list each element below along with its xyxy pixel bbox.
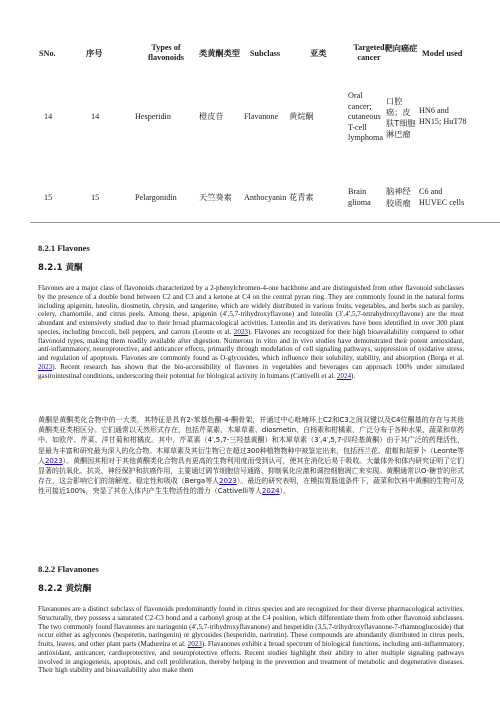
citation-link[interactable]: 2023 bbox=[219, 477, 237, 486]
citation-link[interactable]: 2023 bbox=[38, 362, 53, 371]
header-target-zh: 靶向癌症 bbox=[384, 43, 418, 53]
row-15-cancer-zh: 脑神经 胶质瘤 bbox=[386, 186, 411, 208]
row-15-type: Pelargonidin bbox=[135, 193, 177, 202]
row-14-cancer: Oral cancer; cutaneous T-cell lymphoma bbox=[348, 91, 384, 142]
row-15-sno: 15 bbox=[44, 193, 53, 202]
section-title-flavanones-zh: 8.2.2 黄烷酮 bbox=[38, 584, 92, 594]
citation-link[interactable]: 2024 bbox=[336, 371, 352, 380]
section-title-flavones-zh: 8.2.1 黄酮 bbox=[38, 263, 83, 273]
row-15-subclass: Anthocyanin bbox=[244, 193, 287, 202]
citation-link[interactable]: 2023 bbox=[187, 640, 202, 648]
row-14-type-zh: 橙皮苷 bbox=[199, 111, 224, 121]
row-14-subclass: Flavanone bbox=[244, 112, 279, 121]
citation-link[interactable]: 2023 bbox=[233, 327, 248, 336]
header-subclass: Subclass bbox=[250, 49, 281, 58]
section-title-flavones: 8.2.1 Flavones bbox=[38, 243, 90, 253]
row-14-type: Hesperidin bbox=[135, 112, 171, 121]
paragraph-flavones-en: Flavones are a major class of flavonoids characterized by a 2-phenylchromen-4-one backbone and are distinguished from other flavonoid subclasses by the presence of a double bond between C2 and C3 and a ketone at C4 on the central pyran ring. They are commonly found in the natural forms including apigenin, luteolin, diosmetin, chrysin, and tangerine, which are widely distributed in various fruits, vegetables, and herbs such as parsley, celery, chamomile, and citrus peels. Among these, apigenin (4′,5,7-trihydroxyflavone) and luteolin (3′,4′,5,7-tetrahydroxyflavone) are the most abundant and extensively studied due to their broad pharmacological activities. Luteolin and its derivatives have been identified in over 300 plant species, including broccoli, bell peppers, and carrots (Leonte et al. 2023). Flavones are recognized for their high bioavailability compared to other flavonoid types, making them readily available after digestion. Numerous in vitro and in vivo studies have demonstrated their potent antioxidant, anti-inflammatory, neuroprotective, and anticancer effects, primarily through modulation of cell signaling pathways, suppression of oxidative stress, and regulation of apoptosis. Flavones are commonly found as O-glycosides, which influence their solubility, stability, and absorption (Berga et al. 2023). Recent research has shown that the bio-accessibility of flavones in vegetables and beverages can approach 100% under simulated gastrointestinal conditions, underscoring their potential for biological activity in humans (Cattivelli et al. 2024). bbox=[38, 284, 464, 380]
header-targeted: Targeted cancer bbox=[353, 43, 385, 62]
header-sno: SNo. bbox=[39, 49, 56, 58]
row-15-cancer: Brain glioma bbox=[348, 187, 371, 207]
row-15-model: C6 and HUVEC cells bbox=[419, 187, 465, 207]
section-title-flavanones: 8.2.2 Flavanones bbox=[38, 564, 99, 574]
row-14-subclass-zh: 黄烷酮 bbox=[289, 111, 314, 121]
citation-link[interactable]: 2023 bbox=[44, 456, 63, 465]
row-15-subclass-zh: 花青素 bbox=[289, 192, 314, 202]
row-14-serial: 14 bbox=[91, 112, 100, 121]
citation-link[interactable]: 2024 bbox=[261, 487, 280, 496]
header-class-zh: 类黄酮类型 bbox=[199, 48, 240, 58]
paragraph-flavanones-en: Flavanones are a distinct subclass of flavonoids predominantly found in citrus species and are recognized for their diverse pharmacological activities. Structurally, they possess a saturated C2-C3 bond and a carbonyl group at the C4 position, which differentiate them from other flavonoid subclasses. The two commonly found flavanones are naringenin (4′,5,7-trihydroxyflavanone) and hesperidin (3,5,7-trihydroxyflavanone-7-rhamnoglucoside) that occur either as aglycones (hesperetin, naringenin) or glycosides (hesperidin, narirutin). These compounds are abundantly distributed in citrus peels, fruits, leaves, and other plant parts (Madureira et al. 2023). Flavanones exhibit a broad spectrum of biological functions, including anti-inflammatory, antioxidant, anticancer, cardioprotective, and neuroprotective effects. Recent studies highlight their ability to alter multiple signaling pathways involved in angiogenesis, apoptosis, and cell proliferation, thereby helping in the prevention and treatment of metabolic and degenerative diseases. Their high stability and bioavailability also make them bbox=[38, 605, 464, 675]
row-15-type-zh: 天竺葵素 bbox=[199, 192, 232, 202]
paragraph-flavones-zh: 黄酮是黄酮类化合物中的一大类，其特征是具有2-苯基色酮-4-酮骨架，并通过中心吡喃环上C2和C3之间双键以及C4位酮基的存在与其他黄酮类亚类相区分。它们通常以天然形式存在，包括芹菜素、木犀草素、diosmetin、白杨素和柑橘素，广泛分布于各种水果、蔬菜和草药中，如欧芹、芹菜、洋甘菊和柑橘皮。其中，芹菜素（4′,5,7-三羟基黄酮）和木犀草素（3′,4′,5,7-四羟基黄酮）由于其广泛的药理活性，是最为丰富和研究最为深入的化合物。木犀草素及其衍生物已在超过300种植物物种中被鉴定出来，包括西兰花、甜椒和胡萝卜（Leonte等人2023）。黄酮因其相对于其他黄酮类化合物具有更高的生物利用度而受到认可，使其在消化后易于吸收。大量体外和体内研究证明了它们显著的抗氧化、抗炎、神经保护和抗癌作用，主要通过调节细胞信号通路、抑制氧化应激和调控细胞凋亡来实现。黄酮通常以O-糖苷的形式存在，这会影响它们的溶解度、稳定性和吸收（Berga等人2023）。最近的研究表明，在模拟胃肠道条件下，蔬菜和饮料中黄酮的生物可及性可接近100%，突显了其在人体内产生生物活性的潜力（Cattivelli等人2024）。 bbox=[38, 416, 464, 496]
row-14-sno: 14 bbox=[44, 112, 53, 121]
flavonoid-table bbox=[0, 0, 500, 226]
header-types: Types of flavonoids bbox=[148, 43, 184, 62]
row-14-cancer-zh: 口腔 癌；皮 肤T细胞 淋巴瘤 bbox=[386, 96, 416, 139]
table-bottom-rule bbox=[30, 222, 500, 223]
header-family-zh: 亚类 bbox=[310, 48, 327, 58]
row-14-model: HN6 and HN15; HuT78 bbox=[419, 106, 467, 126]
header-model: Model used bbox=[422, 49, 463, 58]
header-serial-zh: 序号 bbox=[86, 48, 103, 58]
row-15-serial: 15 bbox=[91, 193, 100, 202]
